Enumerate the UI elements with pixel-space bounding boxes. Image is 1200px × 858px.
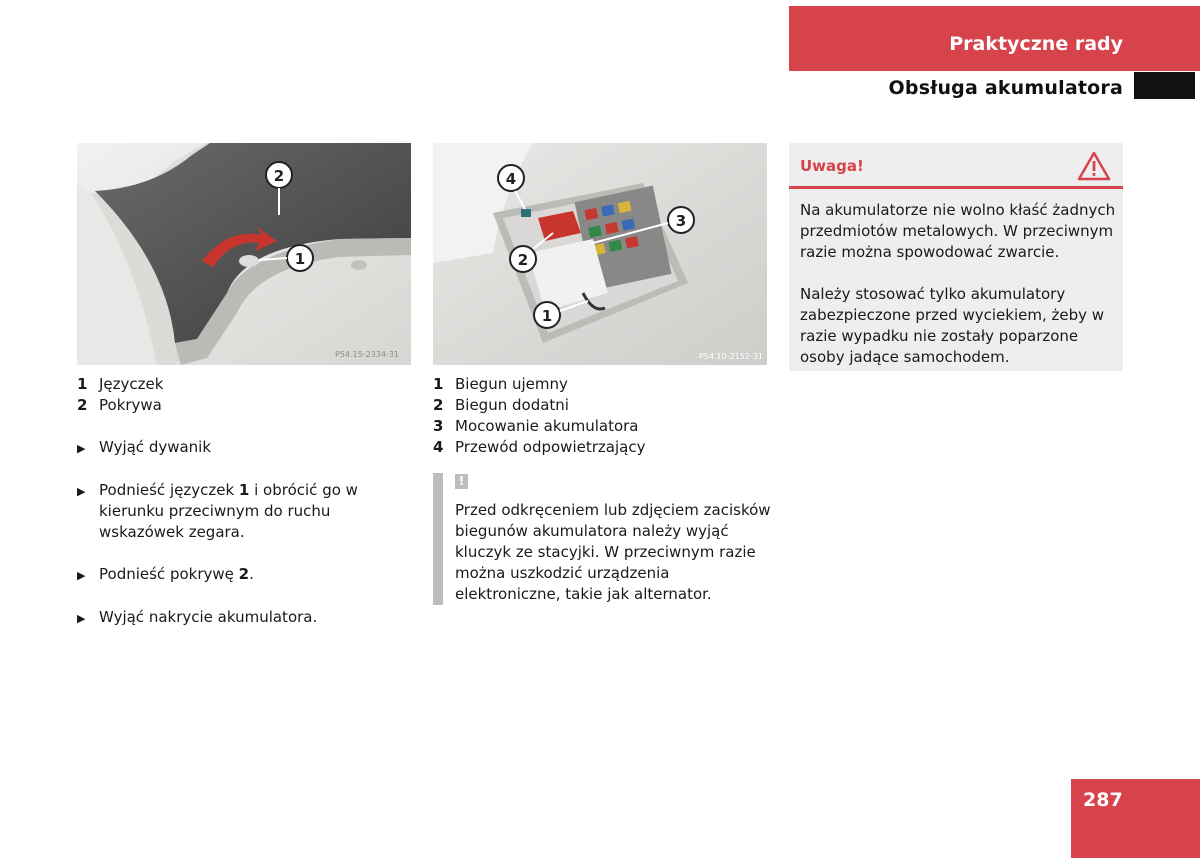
legend-label: Biegun dodatni [455, 396, 569, 414]
step-text: Podnieść pokrywę 2. [99, 565, 254, 583]
callout-4: 4 [505, 170, 517, 188]
section-title: Praktyczne rady [949, 33, 1123, 55]
step-item [77, 480, 417, 543]
legend-number: 2 [433, 396, 444, 414]
legend-number: 2 [77, 396, 88, 414]
warning-divider [789, 186, 1123, 189]
bullet-arrow-icon: ▶ [77, 612, 86, 625]
step-text: Podnieść języczek 1 i obrócić go w kierunku przeciwnym do ruchu wskazówek zegara. [99, 481, 358, 541]
figure-code: P54.10-2152-31 [698, 352, 763, 361]
warning-paragraph: Należy stosować tylko akumulatory zabezpieczone przed wyciekiem, żeby w razie wypadku nie zostały poparzone osoby jadące samochodem. [800, 285, 1105, 366]
battery-illustration [433, 143, 767, 365]
legend-item [433, 374, 773, 395]
step-item [77, 564, 417, 586]
callout-1: 1 [294, 250, 306, 268]
legend-item [77, 374, 417, 395]
step-text: Wyjąć nakrycie akumulatora. [99, 608, 318, 626]
warning-paragraph: Na akumulatorze nie wolno kłaść żadnych przedmiotów metalowych. W przeciwnym razie można spowodować zwarcie. [800, 201, 1116, 261]
callout-2: 2 [273, 167, 285, 185]
figure-code: P54.15-2334-31 [334, 350, 399, 359]
step-item [77, 437, 417, 459]
warning-title: Uwaga! [800, 157, 864, 175]
bullet-arrow-icon: ▶ [77, 442, 86, 455]
warning-box [789, 143, 1123, 371]
legend-label: Pokrywa [99, 396, 162, 414]
note-text: Przed odkręceniem lub zdjęciem zacisków biegunów akumulatora należy wyjąć kluczyk ze stacyjki. W przeciwnym razie można uszkodzić urządzenia elektroniczne, takie jak alternator. [455, 501, 771, 603]
page-number: 287 [1083, 789, 1123, 811]
warning-triangle-icon [1077, 151, 1111, 181]
note-bar [433, 473, 443, 605]
callout-3: 3 [675, 212, 687, 230]
legend-label: Biegun ujemny [455, 375, 568, 393]
step-ref: 2 [238, 565, 250, 583]
legend-number: 4 [433, 438, 444, 456]
figure-battery [433, 143, 767, 365]
legend-item [77, 395, 417, 416]
note-exclamation-icon: ! [455, 474, 468, 489]
legend-number: 3 [433, 417, 444, 435]
bullet-arrow-icon: ▶ [77, 569, 86, 582]
header-marker [1134, 72, 1195, 99]
instructions-column [77, 374, 417, 650]
step-item [77, 607, 417, 629]
callout-1: 1 [541, 307, 553, 325]
step-text: Wyjąć dywanik [99, 438, 212, 456]
callout-2: 2 [517, 251, 529, 269]
subsection-title: Obsługa akumulatora [888, 77, 1123, 99]
legend-item [433, 437, 773, 458]
floor-cover-illustration [77, 143, 411, 365]
legend-number: 1 [433, 375, 444, 393]
legend-label: Przewód odpowietrzający [455, 438, 646, 456]
legend-number: 1 [77, 375, 88, 393]
legend-item [433, 395, 773, 416]
bullet-arrow-icon: ▶ [77, 485, 86, 498]
legend-label: Języczek [99, 375, 164, 393]
battery-legend [433, 374, 773, 458]
step-ref: 1 [238, 481, 250, 499]
legend-item [433, 416, 773, 437]
figure-floor-cover [77, 143, 411, 365]
legend-label: Mocowanie akumulatora [455, 417, 639, 435]
